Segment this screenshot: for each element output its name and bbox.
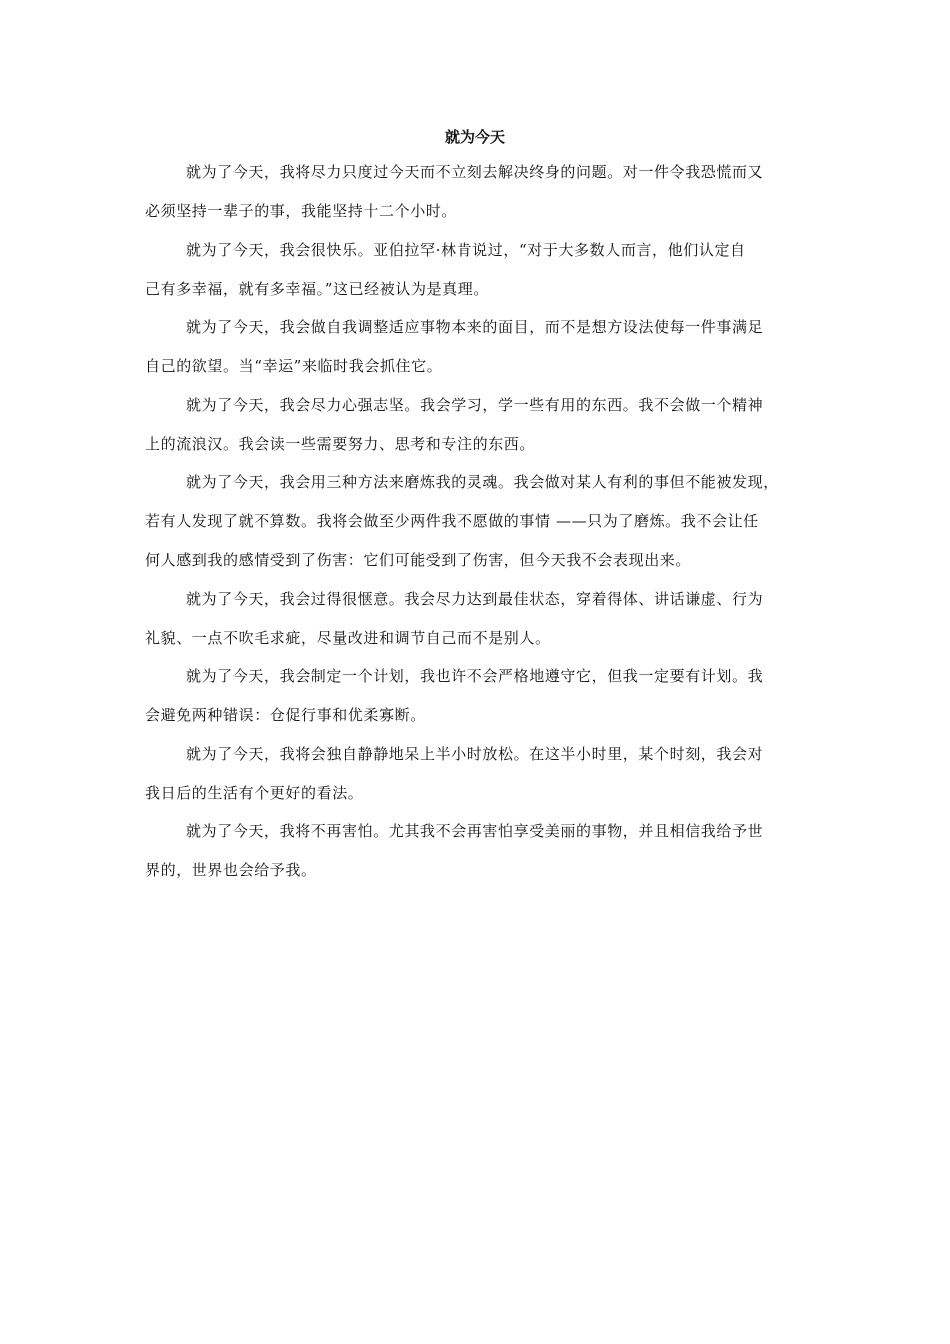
paragraph-line: 会避免两种错误：仓促行事和优柔寡断。 (145, 706, 426, 724)
paragraph-line: 必须坚持一辈子的事，我能坚持十二个小时。 (145, 202, 458, 220)
paragraph-line: 界的，世界也会给予我。 (145, 861, 317, 879)
paragraph (145, 588, 807, 651)
paragraph-line: 礼貌、一点不吹毛求疵，尽量改进和调节自己而不是别人。 (145, 628, 551, 647)
document-title: 就为今天 (444, 128, 505, 146)
paragraph-line: 己有多幸福，就有多幸福。”这已经被认为是真理。 (145, 279, 489, 298)
paragraph (145, 161, 807, 224)
paragraph (145, 665, 807, 728)
paragraph-line: 就为了今天，我会很快乐。亚伯拉罕·林肯说过，“对于大多数人而言，他们认定自 (186, 240, 746, 259)
paragraph (145, 471, 807, 573)
paragraph (145, 394, 807, 457)
paragraph-line: 上的流浪汉。我会读一些需要努力、思考和专注的东西。 (145, 434, 536, 453)
paragraph (145, 239, 807, 302)
paragraph-line: 何人感到我的感情受到了伤害：它们可能受到了伤害，但今天我不会表现出来。 (145, 551, 692, 569)
paragraph-line: 就为了今天，我会制定一个计划，我也许不会严格地遵守它，但我一定要有计划。我 (186, 667, 764, 685)
paragraph-line: 就为了今天，我将不再害怕。尤其我不会再害怕享受美丽的事物，并且相信我给予世 (186, 822, 764, 840)
document-body (145, 161, 807, 883)
paragraph-line: 就为了今天，我会用三种方法来磨炼我的灵魂。我会做对某人有利的事但不能被发现， (186, 473, 779, 491)
paragraph-line: 就为了今天，我将尽力只度过今天而不立刻去解决终身的问题。对一件令我恐慌而又 (186, 163, 764, 181)
paragraph (145, 820, 807, 883)
paragraph-line: 就为了今天，我将会独自静静地呆上半小时放松。在这半小时里，某个时刻，我会对 (186, 744, 764, 763)
paragraph (145, 316, 807, 379)
paragraph-line: 我日后的生活有个更好的看法。 (145, 783, 364, 802)
paragraph-line: 就为了今天，我会尽力心强志坚。我会学习，学一些有用的东西。我不会做一个精神 (186, 395, 764, 414)
paragraph-line: 就为了今天，我会过得很惬意。我会尽力达到最佳状态，穿着得体、讲话谦虚、行为 (186, 589, 764, 608)
paragraph-line: 若有人发现了就不算数。我将会做至少两件我不愿做的事情 ——只为了磨炼。我不会让任 (145, 512, 759, 530)
paragraph (145, 743, 807, 806)
paragraph-line: 就为了今天，我会做自我调整适应事物本来的面目，而不是想方设法使每一件事满足 (186, 318, 764, 336)
paragraph-line: 自己的欲望。当“幸运”来临时我会抓住它。 (145, 357, 443, 375)
